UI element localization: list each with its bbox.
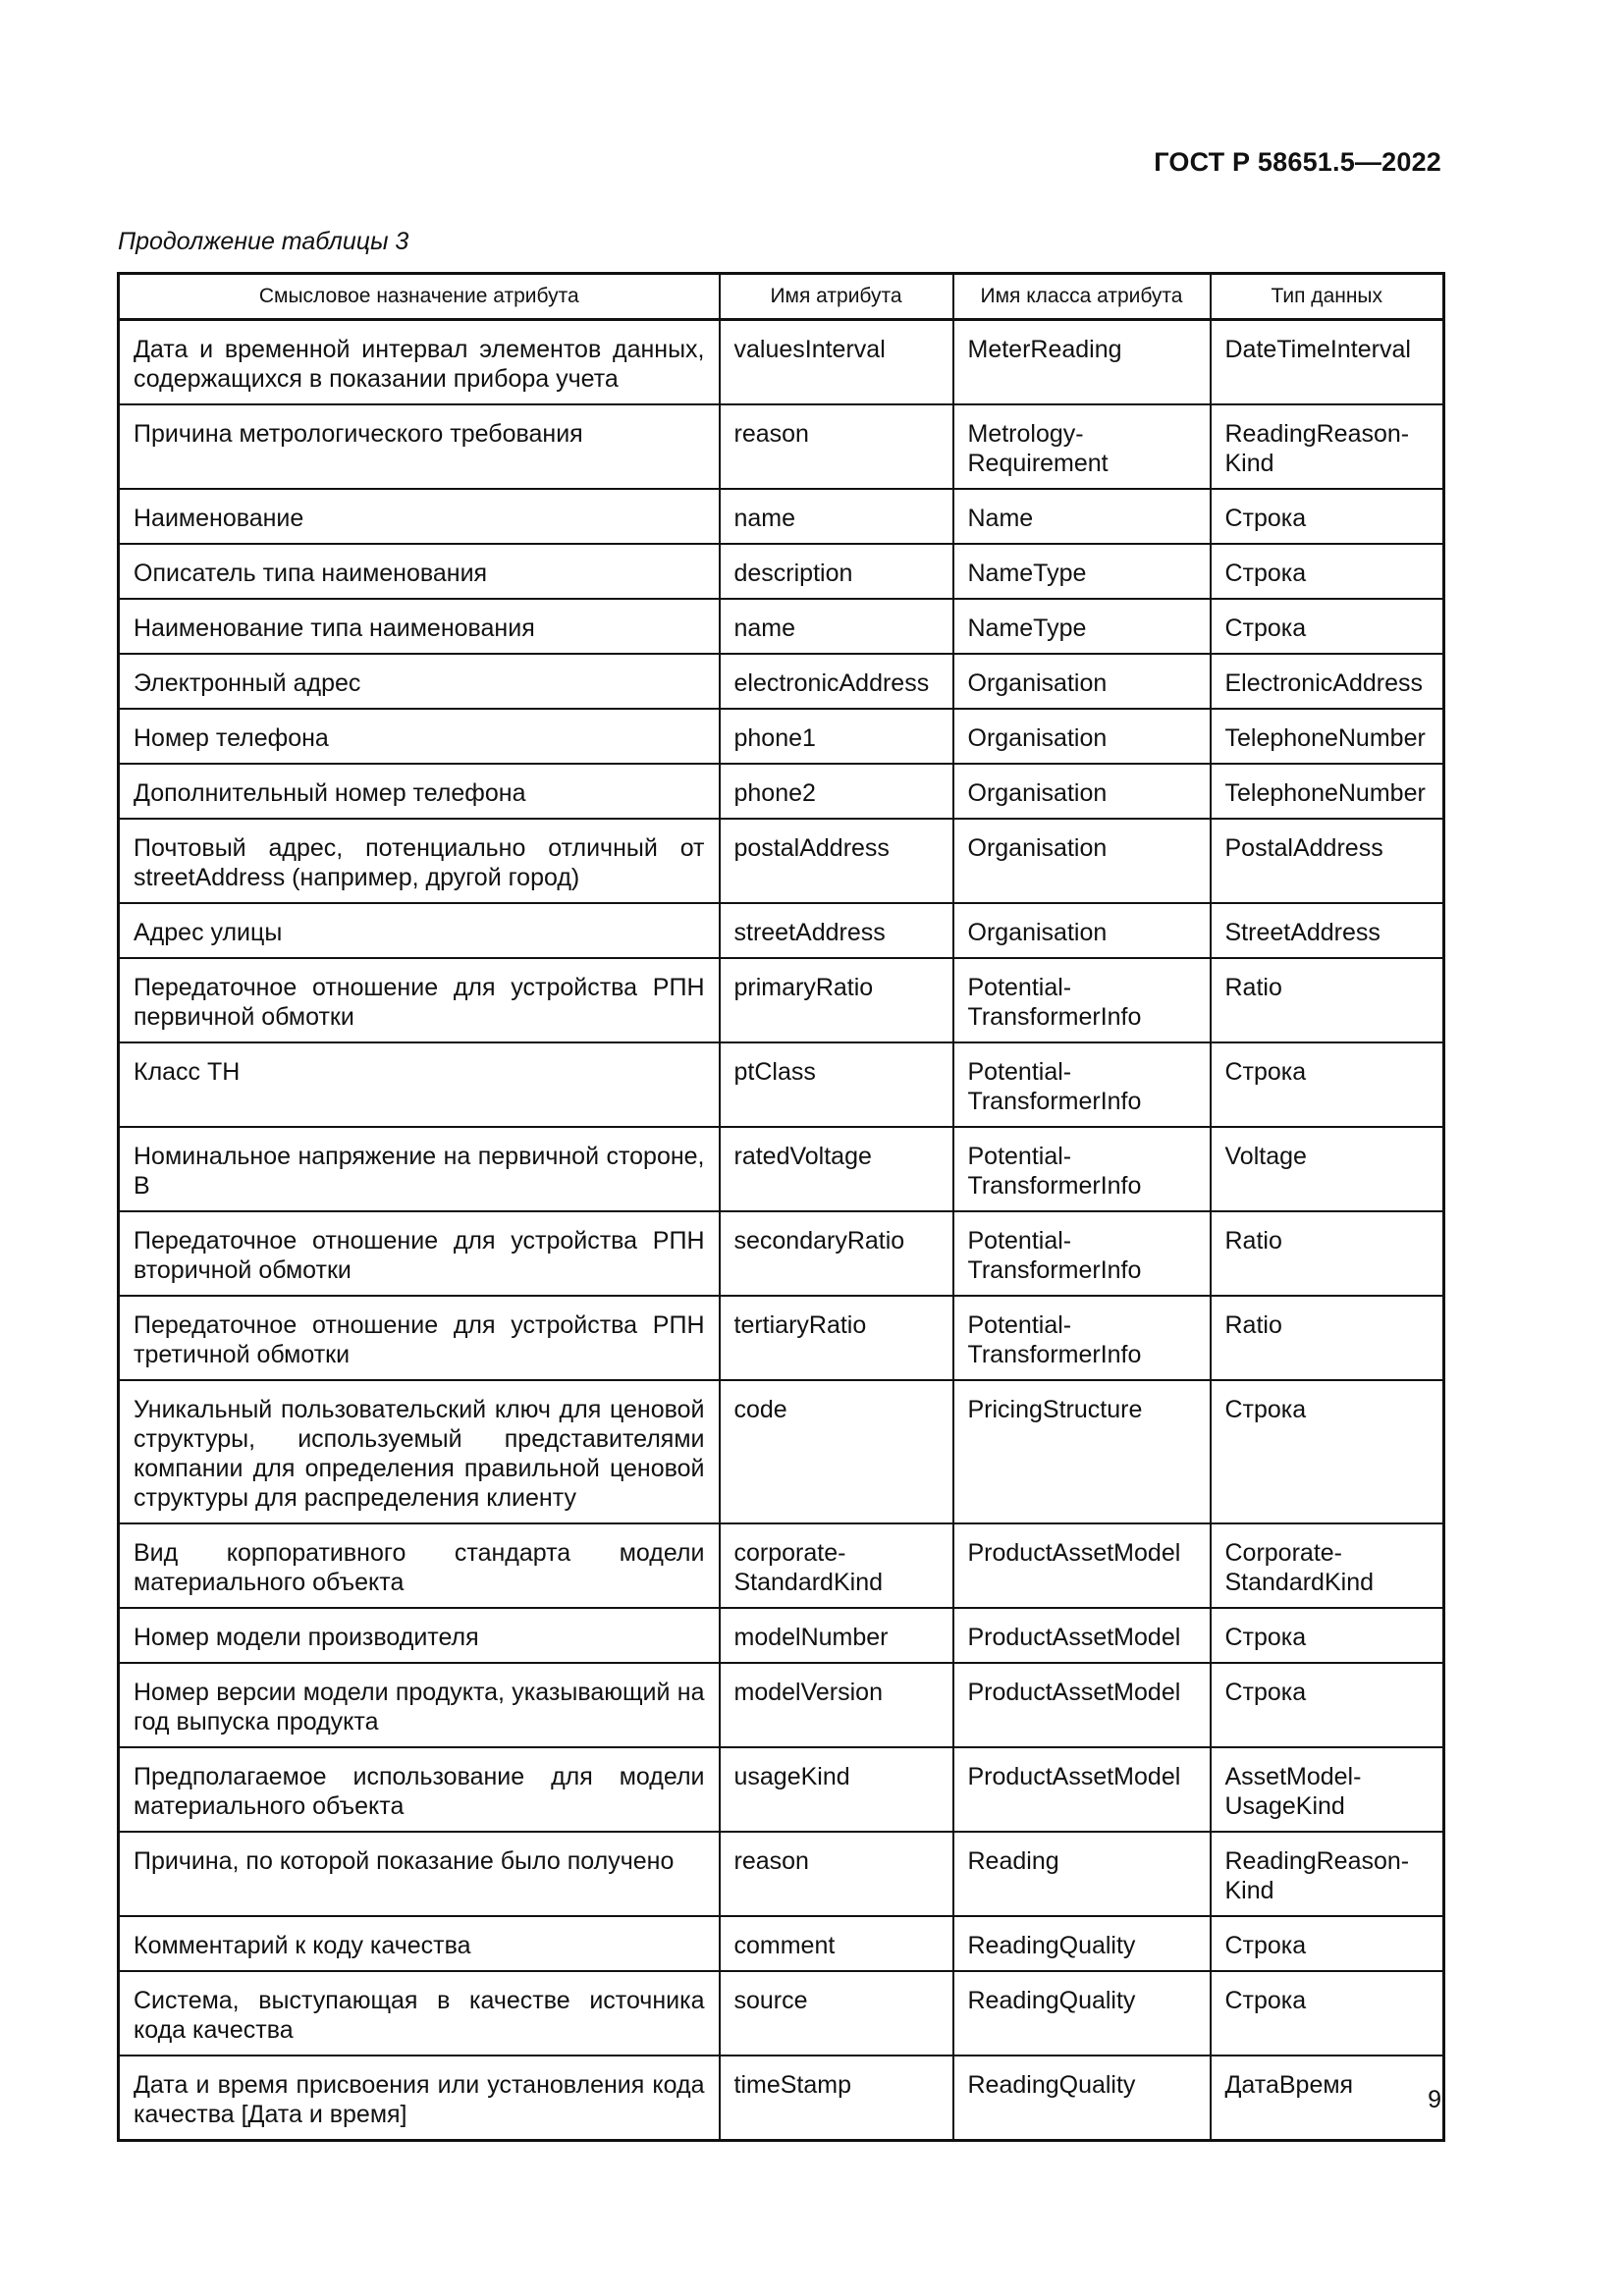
cell-meaning: Дата и время присвоения или установления кода качества [Дата и время]: [119, 2056, 720, 2141]
cell-attribute-name: streetAddress: [720, 903, 953, 958]
table-caption: Продолжение таблицы 3: [118, 228, 409, 255]
cell-attribute-name: name: [720, 489, 953, 544]
cell-data-type: Ratio: [1211, 1296, 1444, 1380]
cell-data-type: TelephoneNumber: [1211, 709, 1444, 764]
cell-class-name: Organisation: [953, 819, 1211, 903]
cell-meaning: Предполагаемое использование для модели материального объекта: [119, 1747, 720, 1832]
table-row: [119, 654, 1444, 709]
column-header-attribute-name: Имя атрибута: [720, 274, 953, 320]
cell-class-name: Metrology-Requirement: [953, 404, 1211, 489]
cell-meaning: Передаточное отношение для устройства РПН третичной обмотки: [119, 1296, 720, 1380]
cell-meaning: Передаточное отношение для устройства РПН первичной обмотки: [119, 958, 720, 1042]
cell-class-name: Potential-TransformerInfo: [953, 1042, 1211, 1127]
cell-data-type: TelephoneNumber: [1211, 764, 1444, 819]
table-row: [119, 1523, 1444, 1608]
cell-data-type: Ratio: [1211, 1211, 1444, 1296]
cell-class-name: Potential-TransformerInfo: [953, 1211, 1211, 1296]
table-row: [119, 1971, 1444, 2056]
table-row: [119, 1296, 1444, 1380]
cell-data-type: Строка: [1211, 544, 1444, 599]
cell-class-name: Potential-TransformerInfo: [953, 958, 1211, 1042]
cell-class-name: Organisation: [953, 654, 1211, 709]
cell-meaning: Комментарий к коду качества: [119, 1916, 720, 1971]
document-standard-number: ГОСТ Р 58651.5—2022: [1154, 147, 1441, 177]
cell-meaning: Дополнительный номер телефона: [119, 764, 720, 819]
cell-class-name: Potential-TransformerInfo: [953, 1296, 1211, 1380]
cell-data-type: Строка: [1211, 1608, 1444, 1663]
table-row: [119, 320, 1444, 405]
cell-class-name: MeterReading: [953, 320, 1211, 405]
cell-meaning: Номер версии модели продукта, указывающий на год выпуска продукта: [119, 1663, 720, 1747]
cell-meaning: Причина, по которой показание было получено: [119, 1832, 720, 1916]
cell-class-name: Organisation: [953, 903, 1211, 958]
cell-class-name: ProductAssetModel: [953, 1523, 1211, 1608]
cell-meaning: Электронный адрес: [119, 654, 720, 709]
table-row: [119, 2056, 1444, 2141]
cell-data-type: DateTimeInterval: [1211, 320, 1444, 405]
cell-attribute-name: description: [720, 544, 953, 599]
cell-class-name: NameType: [953, 544, 1211, 599]
cell-attribute-name: valuesInterval: [720, 320, 953, 405]
cell-class-name: ProductAssetModel: [953, 1747, 1211, 1832]
table-row: [119, 903, 1444, 958]
cell-attribute-name: comment: [720, 1916, 953, 1971]
cell-meaning: Номер телефона: [119, 709, 720, 764]
cell-meaning: Почтовый адрес, потенциально отличный от streetAddress (например, другой город): [119, 819, 720, 903]
cell-meaning: Номинальное напряжение на первичной стороне, В: [119, 1127, 720, 1211]
attributes-table: [117, 272, 1445, 2142]
cell-class-name: PricingStructure: [953, 1380, 1211, 1523]
cell-attribute-name: phone1: [720, 709, 953, 764]
cell-class-name: ReadingQuality: [953, 1971, 1211, 2056]
table-row: [119, 1608, 1444, 1663]
cell-attribute-name: primaryRatio: [720, 958, 953, 1042]
table-row: [119, 1380, 1444, 1523]
cell-attribute-name: electronicAddress: [720, 654, 953, 709]
table-row: [119, 1211, 1444, 1296]
cell-data-type: ReadingReason-Kind: [1211, 404, 1444, 489]
cell-attribute-name: modelNumber: [720, 1608, 953, 1663]
cell-meaning: Класс ТН: [119, 1042, 720, 1127]
table-row: [119, 489, 1444, 544]
cell-attribute-name: tertiaryRatio: [720, 1296, 953, 1380]
cell-data-type: Ratio: [1211, 958, 1444, 1042]
cell-meaning: Наименование типа наименования: [119, 599, 720, 654]
table-header-row: [119, 274, 1444, 320]
table-row: [119, 404, 1444, 489]
cell-attribute-name: name: [720, 599, 953, 654]
cell-class-name: Reading: [953, 1832, 1211, 1916]
table-row: [119, 1747, 1444, 1832]
cell-meaning: Уникальный пользовательский ключ для ценовой структуры, используемый представителями компании для определения правильной ценовой структуры для распределения клиенту: [119, 1380, 720, 1523]
cell-attribute-name: secondaryRatio: [720, 1211, 953, 1296]
cell-class-name: Organisation: [953, 764, 1211, 819]
column-header-meaning: Смысловое назначение атрибута: [119, 274, 720, 320]
cell-data-type: AssetModel-UsageKind: [1211, 1747, 1444, 1832]
table-row: [119, 1916, 1444, 1971]
table-row: [119, 958, 1444, 1042]
cell-meaning: Описатель типа наименования: [119, 544, 720, 599]
cell-data-type: StreetAddress: [1211, 903, 1444, 958]
cell-class-name: Organisation: [953, 709, 1211, 764]
cell-data-type: ElectronicAddress: [1211, 654, 1444, 709]
cell-class-name: ProductAssetModel: [953, 1663, 1211, 1747]
cell-attribute-name: reason: [720, 1832, 953, 1916]
cell-data-type: Строка: [1211, 1916, 1444, 1971]
cell-data-type: Строка: [1211, 1663, 1444, 1747]
table-row: [119, 819, 1444, 903]
table-row: [119, 764, 1444, 819]
cell-attribute-name: ratedVoltage: [720, 1127, 953, 1211]
cell-meaning: Наименование: [119, 489, 720, 544]
page-number: 9: [1428, 2086, 1441, 2113]
table-row: [119, 544, 1444, 599]
cell-meaning: Причина метрологического требования: [119, 404, 720, 489]
cell-meaning: Система, выступающая в качестве источника кода качества: [119, 1971, 720, 2056]
cell-data-type: Строка: [1211, 599, 1444, 654]
table-row: [119, 599, 1444, 654]
cell-class-name: Potential-TransformerInfo: [953, 1127, 1211, 1211]
cell-attribute-name: source: [720, 1971, 953, 2056]
cell-data-type: PostalAddress: [1211, 819, 1444, 903]
cell-attribute-name: modelVersion: [720, 1663, 953, 1747]
cell-attribute-name: corporate-StandardKind: [720, 1523, 953, 1608]
table-row: [119, 709, 1444, 764]
cell-meaning: Вид корпоративного стандарта модели материального объекта: [119, 1523, 720, 1608]
cell-data-type: Строка: [1211, 1380, 1444, 1523]
cell-meaning: Адрес улицы: [119, 903, 720, 958]
cell-meaning: Передаточное отношение для устройства РПН вторичной обмотки: [119, 1211, 720, 1296]
table-row: [119, 1663, 1444, 1747]
cell-meaning: Номер модели производителя: [119, 1608, 720, 1663]
cell-attribute-name: code: [720, 1380, 953, 1523]
column-header-data-type: Тип данных: [1211, 274, 1444, 320]
table-body: [119, 320, 1444, 2141]
cell-class-name: ReadingQuality: [953, 2056, 1211, 2141]
cell-data-type: Строка: [1211, 1971, 1444, 2056]
cell-meaning: Дата и временной интервал элементов данных, содержащихся в показании прибора учета: [119, 320, 720, 405]
cell-attribute-name: timeStamp: [720, 2056, 953, 2141]
cell-class-name: ReadingQuality: [953, 1916, 1211, 1971]
cell-data-type: Voltage: [1211, 1127, 1444, 1211]
cell-data-type: ReadingReason-Kind: [1211, 1832, 1444, 1916]
cell-data-type: ДатаВремя: [1211, 2056, 1444, 2141]
cell-class-name: ProductAssetModel: [953, 1608, 1211, 1663]
cell-class-name: Name: [953, 489, 1211, 544]
cell-attribute-name: usageKind: [720, 1747, 953, 1832]
cell-data-type: Corporate-StandardKind: [1211, 1523, 1444, 1608]
column-header-class-name: Имя класса атрибута: [953, 274, 1211, 320]
cell-attribute-name: phone2: [720, 764, 953, 819]
cell-attribute-name: postalAddress: [720, 819, 953, 903]
cell-data-type: Строка: [1211, 1042, 1444, 1127]
cell-class-name: NameType: [953, 599, 1211, 654]
table-row: [119, 1832, 1444, 1916]
table-row: [119, 1042, 1444, 1127]
cell-attribute-name: reason: [720, 404, 953, 489]
cell-data-type: Строка: [1211, 489, 1444, 544]
cell-attribute-name: ptClass: [720, 1042, 953, 1127]
table-row: [119, 1127, 1444, 1211]
